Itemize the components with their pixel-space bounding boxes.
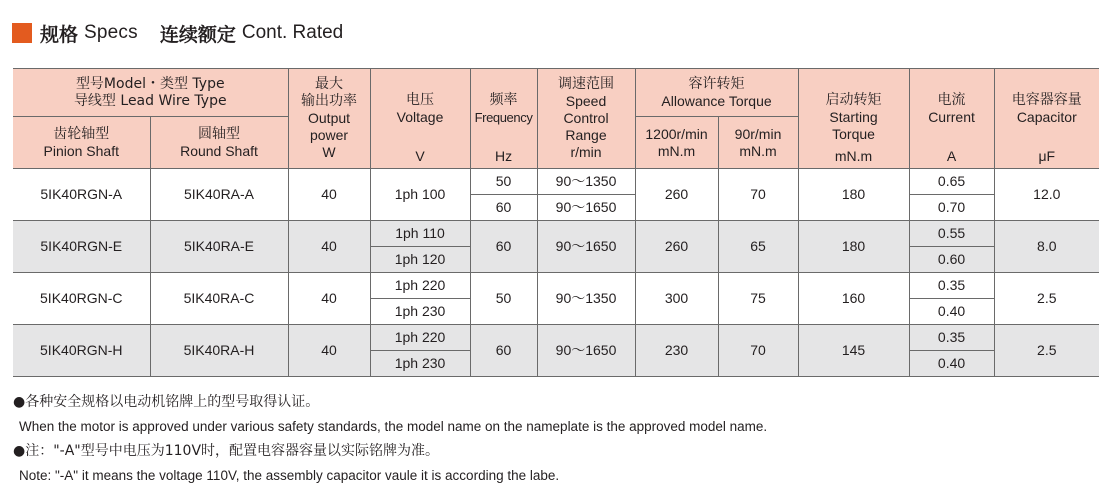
header-start-unit: mN.m xyxy=(834,148,873,164)
header-speed-en: Speed Control Range xyxy=(563,93,609,143)
header-torque-90-label: 90r/min xyxy=(734,125,782,142)
header-torque-1200-label: 1200r/min xyxy=(645,125,708,142)
cell-capacitor: 2.5 xyxy=(994,325,1099,377)
cell-torque-90: 70 xyxy=(718,325,798,377)
header-round-zh: 圆轴型 xyxy=(198,125,240,142)
header-round-shaft xyxy=(150,117,288,169)
cell-current: 0.35 xyxy=(909,273,994,299)
note-certification-zh: ●各种安全规格以电动机铭牌上的型号取得认证。 xyxy=(13,394,320,410)
header-capacitor-unit: μF xyxy=(1038,148,1056,164)
header-allowance-torque xyxy=(635,69,798,117)
cell-pinion: 5IK40RGN-E xyxy=(13,221,150,273)
cell-voltage: 1ph 220 xyxy=(370,273,470,299)
cell-frequency: 60 xyxy=(470,195,537,221)
note-certification-en: When the motor is approved under various safety standards, the model name on the nameplate is the approved model name. xyxy=(19,419,768,434)
cell-frequency: 60 xyxy=(470,325,537,377)
table-row-e-1 xyxy=(13,221,1099,247)
table-row-h-1 xyxy=(13,325,1099,351)
header-current-zh: 电流 xyxy=(937,92,966,108)
cell-capacitor: 12.0 xyxy=(994,169,1099,221)
header-output-power xyxy=(288,69,370,169)
header-pinion-shaft xyxy=(13,117,150,169)
cell-output: 40 xyxy=(288,273,370,325)
cell-current: 0.65 xyxy=(909,169,994,195)
cell-speed: 90～1650 xyxy=(537,221,635,273)
header-lead-wire-label: 导线型 Lead Wire Type xyxy=(73,92,227,109)
header-speed-unit: r/min xyxy=(570,144,602,160)
header-current-unit: A xyxy=(946,148,957,164)
cell-round: 5IK40RA-E xyxy=(150,221,288,273)
cell-voltage: 1ph 230 xyxy=(370,299,470,325)
cell-voltage: 1ph 110 xyxy=(370,221,470,247)
cell-pinion: 5IK40RGN-C xyxy=(13,273,150,325)
cell-frequency: 60 xyxy=(470,221,537,273)
cell-starting-torque: 160 xyxy=(798,273,909,325)
cell-starting-torque: 180 xyxy=(798,221,909,273)
cell-torque-1200: 260 xyxy=(635,169,718,221)
cell-frequency: 50 xyxy=(470,169,537,195)
cell-voltage: 1ph 220 xyxy=(370,325,470,351)
cell-voltage: 1ph 230 xyxy=(370,351,470,377)
title-specs-en: Specs xyxy=(84,22,138,43)
cell-output: 40 xyxy=(288,325,370,377)
header-torque-zh: 容许转矩 xyxy=(688,75,745,92)
header-frequency xyxy=(470,69,537,169)
footnotes xyxy=(13,390,767,488)
cell-speed: 90～1350 xyxy=(537,273,635,325)
cell-frequency: 50 xyxy=(470,273,537,325)
header-speed-zh: 调速范围 xyxy=(558,76,615,92)
header-torque-1200-unit: mN.m xyxy=(657,142,696,159)
title-rated-en: Cont. Rated xyxy=(241,22,344,43)
header-current-en: Current xyxy=(928,109,975,125)
header-round-en: Round Shaft xyxy=(180,142,258,159)
cell-current: 0.60 xyxy=(909,247,994,273)
cell-torque-90: 65 xyxy=(718,221,798,273)
cell-round: 5IK40RA-H xyxy=(150,325,288,377)
header-torque-1200 xyxy=(635,117,718,169)
header-voltage-en: Voltage xyxy=(396,109,444,125)
header-capacitor-zh: 电容器容量 xyxy=(1011,92,1082,108)
header-start-zh: 启动转矩 xyxy=(825,92,882,108)
note-voltage-zh: ●注："-A"型号中电压为110V时，配置电容器容量以实际铭牌为准。 xyxy=(13,443,440,459)
table-row-c-1 xyxy=(13,273,1099,299)
cell-current: 0.70 xyxy=(909,195,994,221)
cell-starting-torque: 180 xyxy=(798,169,909,221)
header-speed-range xyxy=(537,69,635,169)
header-voltage-unit: V xyxy=(415,148,425,164)
header-output-zh: 最大 输出功率 xyxy=(301,76,358,109)
title-specs-zh: 规格 xyxy=(40,23,79,46)
cell-pinion: 5IK40RGN-H xyxy=(13,325,150,377)
header-capacitor-en: Capacitor xyxy=(1016,109,1077,125)
header-row-1 xyxy=(13,69,1099,117)
cell-torque-90: 70 xyxy=(718,169,798,221)
header-model-type-label: 型号Model・类型 Type xyxy=(75,75,225,92)
header-frequency-unit: Hz xyxy=(494,148,513,164)
header-torque-90-unit: mN.m xyxy=(739,142,777,159)
cell-round: 5IK40RA-C xyxy=(150,273,288,325)
section-title xyxy=(12,20,343,46)
header-output-en: Output power xyxy=(308,110,351,143)
cell-speed: 90～1350 xyxy=(537,169,635,195)
cell-voltage: 1ph 100 xyxy=(370,169,470,221)
title-marker-square xyxy=(12,23,32,43)
header-output-unit: W xyxy=(322,144,336,160)
header-starting-torque xyxy=(798,69,909,169)
header-voltage-zh: 电压 xyxy=(406,92,435,108)
cell-torque-1200: 300 xyxy=(635,273,718,325)
cell-current: 0.55 xyxy=(909,221,994,247)
cell-capacitor: 8.0 xyxy=(994,221,1099,273)
header-torque-en: Allowance Torque xyxy=(661,92,772,109)
header-current xyxy=(909,69,994,169)
header-pinion-zh: 齿轮轴型 xyxy=(53,125,110,142)
header-torque-90 xyxy=(718,117,798,169)
header-capacitor xyxy=(994,69,1099,169)
cell-round: 5IK40RA-A xyxy=(150,169,288,221)
cell-current: 0.35 xyxy=(909,325,994,351)
cell-pinion: 5IK40RGN-A xyxy=(13,169,150,221)
note-voltage-en: Note: "-A" it means the voltage 110V, the assembly capacitor vaule it is according the labe. xyxy=(19,468,560,483)
header-voltage xyxy=(370,69,470,169)
table-row-a-1 xyxy=(13,169,1099,195)
cell-voltage: 1ph 120 xyxy=(370,247,470,273)
cell-current: 0.40 xyxy=(909,299,994,325)
cell-torque-90: 75 xyxy=(718,273,798,325)
cell-capacitor: 2.5 xyxy=(994,273,1099,325)
header-model-type xyxy=(13,69,288,117)
cell-torque-1200: 230 xyxy=(635,325,718,377)
cell-speed: 90～1650 xyxy=(537,195,635,221)
cell-output: 40 xyxy=(288,169,370,221)
cell-speed: 90～1650 xyxy=(537,325,635,377)
cell-output: 40 xyxy=(288,221,370,273)
cell-torque-1200: 260 xyxy=(635,221,718,273)
header-frequency-en: Frequency xyxy=(474,110,533,125)
header-frequency-zh: 频率 xyxy=(489,92,518,108)
header-start-en: Starting Torque xyxy=(829,109,878,142)
cell-starting-torque: 145 xyxy=(798,325,909,377)
specs-table xyxy=(13,68,1099,377)
header-pinion-en: Pinion Shaft xyxy=(43,142,119,159)
title-rated-zh: 连续额定 xyxy=(159,23,236,46)
cell-current: 0.40 xyxy=(909,351,994,377)
